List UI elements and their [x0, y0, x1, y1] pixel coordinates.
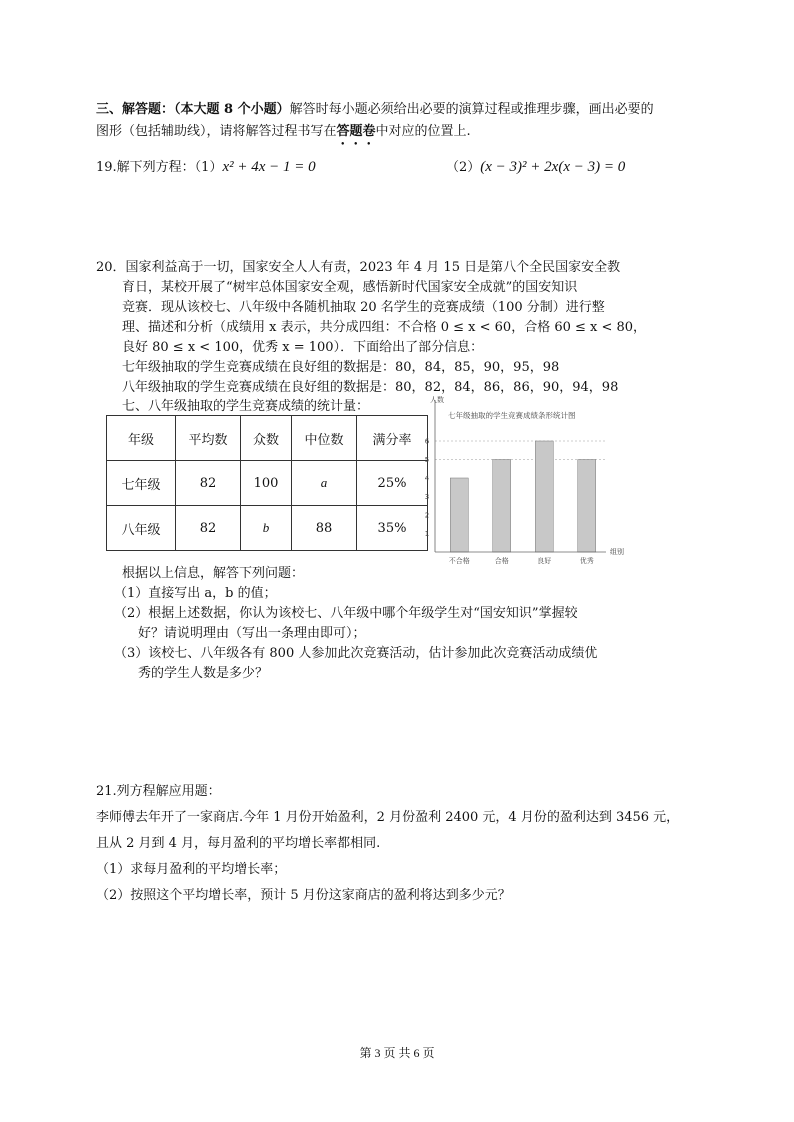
chart-y-tick-label: 3: [424, 493, 430, 501]
chart-category-label: 合格: [494, 557, 509, 565]
q20-part2-b: 好？请说明理由（写出一条理由即可）；: [138, 626, 366, 641]
section-intro-c: 中对应的位置上.: [375, 124, 471, 139]
section-intro-a: 解答时每小题必须给出必要的演算过程或推理步骤，画出必要的: [289, 102, 654, 117]
table-header-cell: 众数: [241, 416, 292, 461]
q20-part3-a: （3）该校七、八年级各有 800 人参加此次竞赛活动，估计参加此次竞赛活动成绩优: [114, 646, 598, 661]
q19-label-2: （2）: [446, 160, 481, 175]
q20-part1: （1）直接写出 a，b 的值；: [114, 586, 277, 601]
q21-title: 21.列方程解应用题：: [96, 784, 221, 799]
table-header-row: [107, 416, 428, 461]
chart-bar: [578, 460, 596, 553]
q20-line2: 育日，某校开展了“树牢总体国家安全观，感悟新时代国家安全成就”的国安知识: [122, 280, 578, 295]
table-header-cell: 平均数: [176, 416, 241, 461]
q19-part2: [446, 156, 625, 176]
chart-y-tick-label: 6: [424, 437, 430, 446]
q21-part2: （2）按照这个平均增长率，预计 5 月份这家商店的盈利将达到多少元？: [96, 888, 511, 903]
q19-line: [96, 156, 316, 176]
q20-part2-a: （2）根据上述数据，你认为该校七、八年级中哪个年级学生对“国安知识”掌握较: [114, 606, 578, 621]
chart-title: 七年级抽取的学生竞赛成绩条形统计图: [448, 411, 576, 420]
table-row: [107, 506, 428, 551]
page-footer: 第 3 页 共 6 页: [359, 1046, 435, 1060]
table-cell: 82: [176, 461, 241, 506]
q20-line6: 七年级抽取的学生竞赛成绩在良好组的数据是：80，84，85，90，95，98: [122, 360, 560, 375]
chart-y-tick-label: 5: [424, 456, 430, 464]
statistics-table: [106, 415, 428, 551]
table-cell: 七年级: [107, 461, 176, 506]
chart-y-tick-label: 2: [424, 511, 430, 520]
bar-chart: [408, 388, 638, 574]
chart-xlabel: 组别: [610, 548, 624, 556]
chart-category-label: 良好: [537, 557, 552, 565]
answer-sheet-emphasis: 答题卷: [336, 124, 376, 139]
section-intro-line: [96, 120, 471, 148]
q20-line3: 竞赛．现从该校七、八年级中各随机抽取 20 名学生的竞赛成绩（100 分制）进行整: [122, 300, 605, 315]
q20-line1: 20．国家利益高于一切，国家安全人人有责，2023 年 4 月 15 日是第八个全民国家安全教: [96, 260, 621, 275]
q19-label: 19.解下列方程：（1）: [96, 160, 223, 175]
chart-category-label: 不合格: [448, 557, 470, 565]
q20-after: 根据以上信息，解答下列问题：: [122, 566, 305, 581]
section-heading-line: [96, 98, 654, 117]
q20-line4: 理、描述和分析（成绩用 x 表示，共分成四组：不合格 0 ≤ x < 60，合格 60 ≤ x < 80，: [122, 320, 647, 335]
q19-equation-1: x² + 4x − 1 = 0: [222, 159, 316, 175]
chart-category-label: 优秀: [579, 557, 594, 565]
table-cell: b: [241, 506, 292, 551]
q20-part3-b: 秀的学生人数是多少？: [138, 666, 269, 681]
section-heading: 三、解答题：（本大题 8 个小题）: [96, 102, 290, 117]
chart-ylabel: 人数: [430, 396, 444, 404]
table-cell: 25%: [357, 461, 428, 506]
table-cell: 35%: [357, 506, 428, 551]
table-header-cell: 满分率: [357, 416, 428, 461]
table-row: [107, 461, 428, 506]
table-header-cell: 中位数: [292, 416, 357, 461]
table-cell: 八年级: [107, 506, 176, 551]
chart-bar: [493, 460, 511, 553]
q20-line7: 八年级抽取的学生竞赛成绩在良好组的数据是：80，82，84，86，86，90，94，98: [122, 380, 619, 395]
chart-y-tick-label: 1: [424, 530, 430, 538]
table-cell: 82: [176, 506, 241, 551]
chart-y-tick-label: 4: [424, 474, 430, 483]
q21-line2: 且从 2 月到 4 月，每月盈利的平均增长率都相同.: [96, 836, 381, 851]
q20-table-caption: 七、八年级抽取的学生竞赛成绩的统计量：: [122, 399, 370, 414]
section-intro-b: 图形（包括辅助线），请将解答过程书写在: [96, 124, 337, 139]
q21-line1: 李师傅去年开了一家商店.今年 1 月份开始盈利，2 月份盈利 2400 元，4 月份的盈利达到 3456 元，: [96, 810, 680, 825]
chart-bar: [535, 441, 553, 552]
table-cell: a: [292, 461, 357, 506]
q20-line5: 良好 80 ≤ x < 100，优秀 x = 100）．下面给出了部分信息：: [122, 340, 484, 355]
table-cell: 88: [292, 506, 357, 551]
table-header-cell: 年级: [107, 416, 176, 461]
q19-equation-2: (x − 3)² + 2x(x − 3) = 0: [480, 159, 626, 175]
chart-bar: [450, 478, 468, 552]
table-cell: 100: [241, 461, 292, 506]
q21-part1: （1）求每月盈利的平均增长率；: [96, 862, 287, 877]
